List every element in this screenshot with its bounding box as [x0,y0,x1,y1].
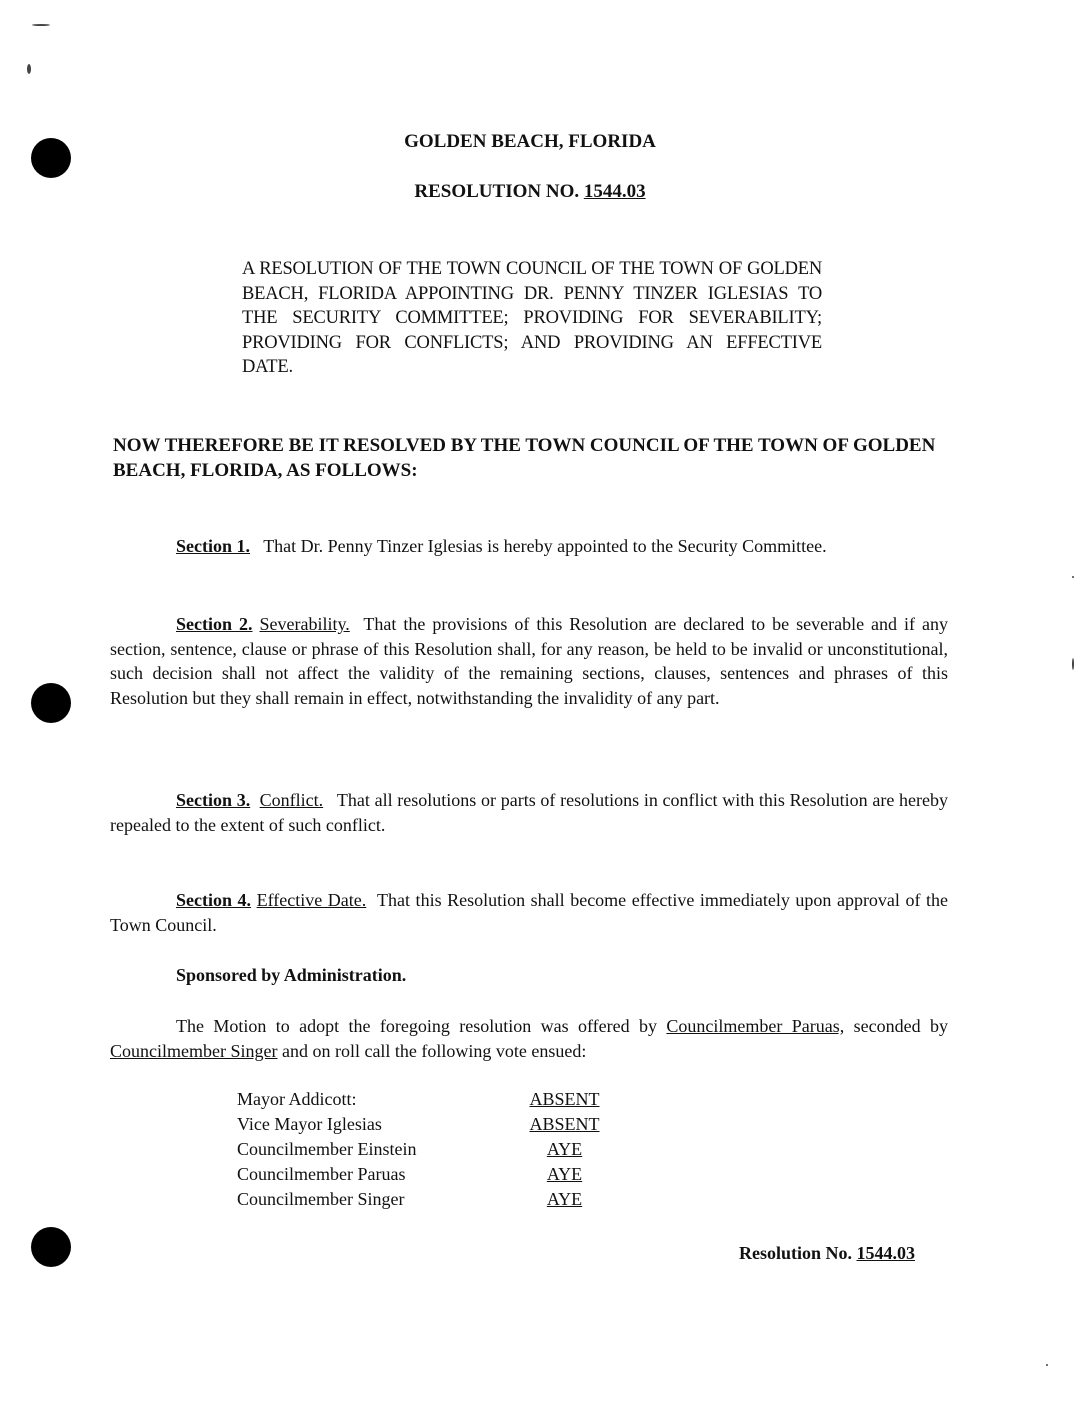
resolution-summary: A RESOLUTION OF THE TOWN COUNCIL OF THE TOWN OF GOLDEN BEACH, FLORIDA APPOINTING DR. PENNY TINZER IGLESIAS TO THE SECURITY COMMITTEE; PROVIDING FOR SEVERABILITY; PROVIDING FOR CONFLICTS; AND PROVIDING AN EFFECTIVE DATE. [242,259,822,377]
section-2 [110,612,948,710]
section-1 [110,534,948,559]
council-member-name: Mayor Addicott: [237,1089,357,1109]
vote-value: ABSENT [529,1089,600,1109]
punch-hole-middle [31,683,71,723]
motion-seconded-by: Councilmember Singer [110,1040,278,1061]
resolved-clause: NOW THEREFORE BE IT RESOLVED BY THE TOWN COUNCIL OF THE TOWN OF GOLDEN BEACH, FLORIDA, AS FOLLOWS: [113,435,936,481]
roll-call-table [237,1087,607,1212]
section-4-heading: Effective Date. [256,890,367,910]
scan-speck [1072,658,1074,670]
section-2-text: That the provisions of this Resolution are declared to be severable and if any section, sentence, clause or phrase of this Resolution shall, for any reason, be held to be invalid or unconstitutional, such decision shall not affect the validity of the remaining sections, clauses, sentences and phrases of this Resolution but they shall remain in effect, notwithstanding the invalidity of any part. [110,614,948,708]
section-3-text: That all resolutions or parts of resolutions in conflict with this Resolution are hereby repealed to the extent of such conflict. [110,790,948,835]
town-heading: GOLDEN BEACH, FLORIDA [404,131,656,152]
vote-value: AYE [546,1189,583,1209]
section-2-label: Section 2. [176,614,253,634]
section-1-text: That Dr. Penny Tinzer Iglesias is hereby appointed to the Security Committee. [263,536,827,556]
footer-label: Resolution No. [738,1243,852,1263]
roll-call-row [237,1112,607,1137]
section-3-label: Section 3. [176,790,251,810]
footer-number: 1544.03 [856,1243,915,1263]
motion-text-1: The Motion to adopt the foregoing resolution was offered by [176,1016,658,1036]
vote-value: AYE [546,1139,583,1159]
punch-hole-bottom [31,1227,71,1267]
scan-speck [1072,576,1074,578]
council-member-name: Councilmember Paruas [237,1164,406,1184]
roll-call-row [237,1087,607,1112]
motion-text-3: and on roll call the following vote ensued: [281,1040,587,1061]
scan-speck [32,24,50,26]
sponsor-name: Administration. [283,965,407,985]
footer-resolution-number [739,1243,915,1264]
roll-call-row [237,1187,607,1212]
section-3 [110,788,948,837]
motion-offered-by: Councilmember Paruas, [666,1016,845,1036]
motion-paragraph [110,1014,948,1063]
section-3-heading: Conflict. [259,790,324,810]
section-2-heading: Severability. [259,614,350,634]
scan-speck [27,64,31,74]
section-1-label: Section 1. [176,536,250,556]
vote-value: ABSENT [529,1114,600,1134]
resolution-label: RESOLUTION NO. [414,181,580,202]
sponsor-prefix: Sponsored by [176,965,281,985]
roll-call-row [237,1162,607,1187]
council-member-name: Councilmember Einstein [237,1139,417,1159]
resolution-number-heading [0,181,1060,203]
council-member-name: Vice Mayor Iglesias [237,1114,382,1134]
vote-value: AYE [546,1164,583,1184]
resolution-number: 1544.03 [583,181,646,202]
section-4-label: Section 4. [176,890,252,910]
roll-call-row [237,1137,607,1162]
scan-speck [1046,1364,1048,1366]
section-4 [110,888,948,937]
council-member-name: Councilmember Singer [237,1189,405,1209]
motion-text-2: seconded by [853,1016,948,1036]
sponsor-line [110,963,948,988]
section-4-text: That this Resolution shall become effective immediately upon approval of the Town Council. [110,890,949,935]
